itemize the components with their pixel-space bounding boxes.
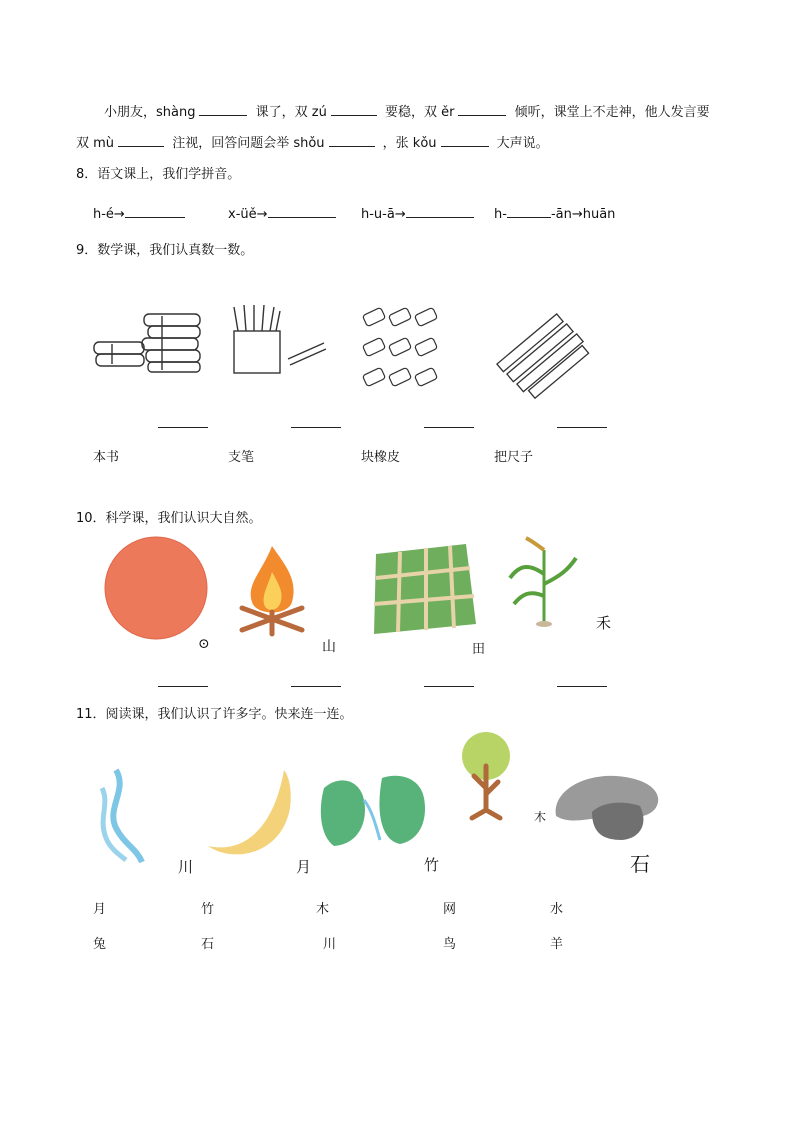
q7-text-6: 注视，回答问题会举 shǒu bbox=[172, 136, 325, 151]
glyph-sun: ⊙ bbox=[198, 636, 210, 652]
q10-answer-line-4[interactable] bbox=[557, 686, 607, 687]
glyph-moon: 月 bbox=[296, 858, 312, 876]
q9-label-erasers: 块橡皮 bbox=[361, 450, 401, 465]
q7-line-2 bbox=[76, 133, 549, 153]
q11-row2-char-4[interactable]: 鸟 bbox=[443, 937, 457, 952]
glyph-water: 川 bbox=[178, 858, 194, 876]
q10-answer-line-2[interactable] bbox=[291, 686, 341, 687]
q7-text-2: 课了，双 zú bbox=[255, 105, 327, 120]
q8-item-1-text: h-é→ bbox=[93, 207, 125, 222]
q9-answer-line-3[interactable] bbox=[424, 427, 474, 428]
fire-image bbox=[236, 542, 308, 638]
q8-item-2-text: x-üě→ bbox=[228, 207, 268, 222]
q7-text-1: 小朋友，shàng bbox=[104, 105, 196, 120]
q8-item-3-text: h-u-ā→ bbox=[361, 207, 406, 222]
blank-kou[interactable] bbox=[441, 133, 489, 147]
q10-answer-line-3[interactable] bbox=[424, 686, 474, 687]
q8-title: 8．语文课上，我们学拼音。 bbox=[76, 167, 241, 182]
sun-image bbox=[104, 536, 208, 640]
water-image bbox=[96, 768, 146, 864]
q8-blank-1[interactable] bbox=[125, 204, 185, 218]
q9-label-rulers: 把尺子 bbox=[494, 450, 534, 465]
field-image bbox=[370, 540, 480, 636]
q8-item-2 bbox=[228, 204, 340, 224]
glyph-rice: 禾 bbox=[596, 614, 612, 632]
q8-item-4-text: h- bbox=[494, 207, 507, 222]
glyph-tree: 木 bbox=[534, 810, 547, 824]
tree-image bbox=[456, 730, 516, 820]
books-image bbox=[92, 312, 208, 374]
q11-row1-char-1[interactable]: 月 bbox=[93, 902, 107, 917]
glyph-fire: 山 bbox=[322, 639, 336, 655]
q11-row1-char-3[interactable]: 木 bbox=[316, 902, 330, 917]
moon-image bbox=[204, 768, 294, 864]
q9-answer-line-2[interactable] bbox=[291, 427, 341, 428]
q10-answer-line-1[interactable] bbox=[158, 686, 208, 687]
q11-row2-char-2[interactable]: 石 bbox=[201, 937, 215, 952]
pencils-image bbox=[228, 303, 332, 375]
stone-image bbox=[552, 772, 662, 844]
q8-blank-4[interactable] bbox=[507, 204, 551, 218]
rulers-image bbox=[494, 306, 590, 390]
bamboo-image bbox=[320, 770, 430, 850]
blank-mu[interactable] bbox=[118, 133, 164, 147]
glyph-field: 田 bbox=[472, 642, 486, 657]
q7-text-3: 要稳，双 ěr bbox=[384, 105, 455, 120]
glyph-bamboo: 竹 bbox=[424, 856, 440, 874]
erasers-image bbox=[362, 305, 440, 393]
rice-image bbox=[504, 534, 580, 628]
q9-label-books: 本书 bbox=[93, 450, 120, 465]
q7-text-4: 倾听，课堂上不走神，他人发言要 bbox=[514, 105, 710, 120]
q7-text-5: 双 mù bbox=[76, 136, 115, 151]
q7-text-7: ，张 kǒu bbox=[382, 136, 437, 151]
q10-title: 10．科学课，我们认识大自然。 bbox=[76, 511, 262, 526]
q9-answer-line-1[interactable] bbox=[158, 427, 208, 428]
q11-row1-char-2[interactable]: 竹 bbox=[201, 902, 215, 917]
q11-row2-char-3[interactable]: 川 bbox=[323, 937, 337, 952]
q9-answer-line-4[interactable] bbox=[557, 427, 607, 428]
blank-er[interactable] bbox=[458, 102, 506, 116]
q11-row1-char-4[interactable]: 网 bbox=[443, 902, 457, 917]
q11-title: 11．阅读课，我们认识了许多字。快来连一连。 bbox=[76, 707, 353, 722]
q9-label-pens: 支笔 bbox=[228, 450, 255, 465]
q8-item-1 bbox=[93, 204, 189, 224]
q11-row2-char-5[interactable]: 羊 bbox=[550, 937, 564, 952]
q7-text-8: 大声说。 bbox=[496, 136, 549, 151]
q8-item-3 bbox=[361, 204, 478, 224]
blank-shang[interactable] bbox=[199, 102, 247, 116]
blank-shou[interactable] bbox=[329, 133, 375, 147]
glyph-stone: 石 bbox=[630, 852, 650, 876]
q8-item-4-tail: -ān→huān bbox=[550, 207, 616, 222]
q8-item-4 bbox=[494, 204, 615, 224]
q11-row2-char-1[interactable]: 兔 bbox=[93, 937, 107, 952]
q8-blank-2[interactable] bbox=[268, 204, 336, 218]
q11-row1-char-5[interactable]: 水 bbox=[550, 902, 564, 917]
q7-line-1 bbox=[104, 102, 710, 122]
q9-title: 9．数学课，我们认真数一数。 bbox=[76, 243, 254, 258]
q8-blank-3[interactable] bbox=[406, 204, 474, 218]
blank-zu[interactable] bbox=[331, 102, 377, 116]
